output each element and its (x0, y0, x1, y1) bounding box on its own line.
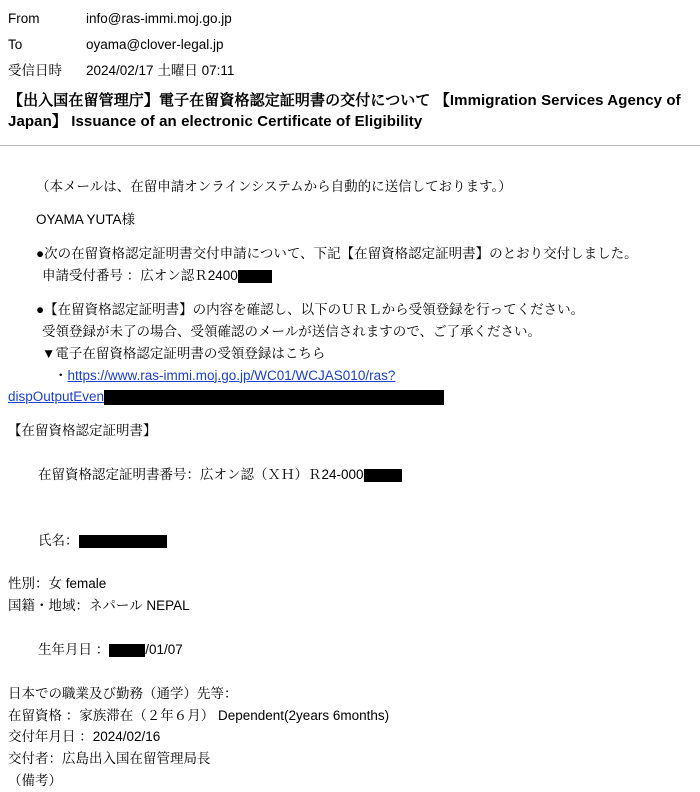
certificate-remarks: （備考） (8, 773, 62, 789)
certificate-name-label: 氏名： (38, 532, 79, 548)
header-row-from (0, 6, 700, 32)
item-2-bullet: ● (36, 302, 45, 318)
certificate-number (8, 442, 692, 508)
redaction-birth-year (109, 644, 145, 657)
item-2-registration-heading: ▼電子在留資格認定証明書の受領登録はこちら (42, 345, 326, 361)
redaction-name (79, 535, 167, 548)
certificate-birthdate (8, 617, 692, 683)
redaction-receipt-number (238, 270, 272, 283)
certificate-occupation: 日本での職業及び勤務（通学）先等： (8, 685, 238, 701)
certificate-block (8, 420, 692, 792)
certificate-birthdate-label: 生年月日 ： (38, 641, 110, 657)
redaction-certificate-number (364, 469, 402, 482)
received-label: 受信日時 (8, 63, 62, 78)
from-value[interactable]: info@ras-immi.moj.go.jp (86, 11, 232, 26)
registration-link-continued[interactable]: dispOutputEven (8, 389, 105, 405)
registration-link[interactable]: https://www.ras-immi.moj.go.jp/WC01/WCJAS010/ras? (67, 367, 396, 383)
certificate-status: 在留資格 ：家族滞在（２年６月） Dependent(2years 6months) (8, 707, 390, 723)
header-row-to (0, 32, 700, 58)
email-subject: 【出入国在留管理庁】電子在留資格認定証明書の交付について 【Immigration Services Agency of Japan】 Issuance of an electronic Certificate of Eligibility (8, 92, 681, 131)
registration-link-row-2[interactable] (8, 386, 692, 408)
certificate-nationality: 国籍・地域：ネパール NEPAL (8, 598, 190, 614)
item-2-text: 【在留資格認定証明書】の内容を確認し、以下のＵＲＬから受領登録を行ってください。 (44, 302, 585, 318)
redaction-link-token (104, 390, 444, 405)
certificate-birthdate-rest: /01/07 (145, 641, 183, 657)
certificate-issue-date: 交付年月日 ：2024/02/16 (8, 729, 161, 745)
to-label: To (8, 37, 23, 52)
link-bullet: ・ (54, 367, 68, 383)
registration-link-row[interactable] (8, 365, 692, 387)
item-1 (8, 243, 692, 265)
item-1-text: 次の在留資格認定証明書交付申請について、下記【在留資格認定証明書】のとおり交付しました。 (44, 246, 638, 262)
addressee: OYAMA YUTA様 (36, 212, 136, 228)
auto-send-notice: （本メールは、在留申請オンラインシステムから自動的に送信しております。） (36, 178, 512, 194)
header-row-received (0, 58, 700, 84)
item-2 (8, 299, 692, 321)
application-receipt-number-label: 申請受付番号 ：広オン認Ｒ2400 (42, 268, 238, 284)
email-body (0, 146, 700, 792)
item-1-bullet: ● (36, 246, 45, 262)
received-value: 2024/02/17 土曜日 07:11 (86, 63, 235, 78)
certificate-heading: 【在留資格認定証明書】 (8, 423, 157, 439)
certificate-gender: 性別：女 female (8, 576, 107, 592)
certificate-number-label: 在留資格認定証明書番号：広オン認（ＸＨ）Ｒ24-000 (38, 467, 364, 483)
from-label: From (8, 11, 40, 26)
email-header (0, 0, 700, 84)
item-2-note: 受領登録が未了の場合、受領確認のメールが送信されますので、ご了承ください。 (42, 323, 541, 339)
to-value[interactable]: oyama@clover-legal.jp (86, 37, 224, 52)
application-receipt-number (8, 265, 692, 287)
certificate-name (8, 508, 692, 574)
certificate-issuer: 交付者：広島出入国在留管理局長 (8, 751, 211, 767)
